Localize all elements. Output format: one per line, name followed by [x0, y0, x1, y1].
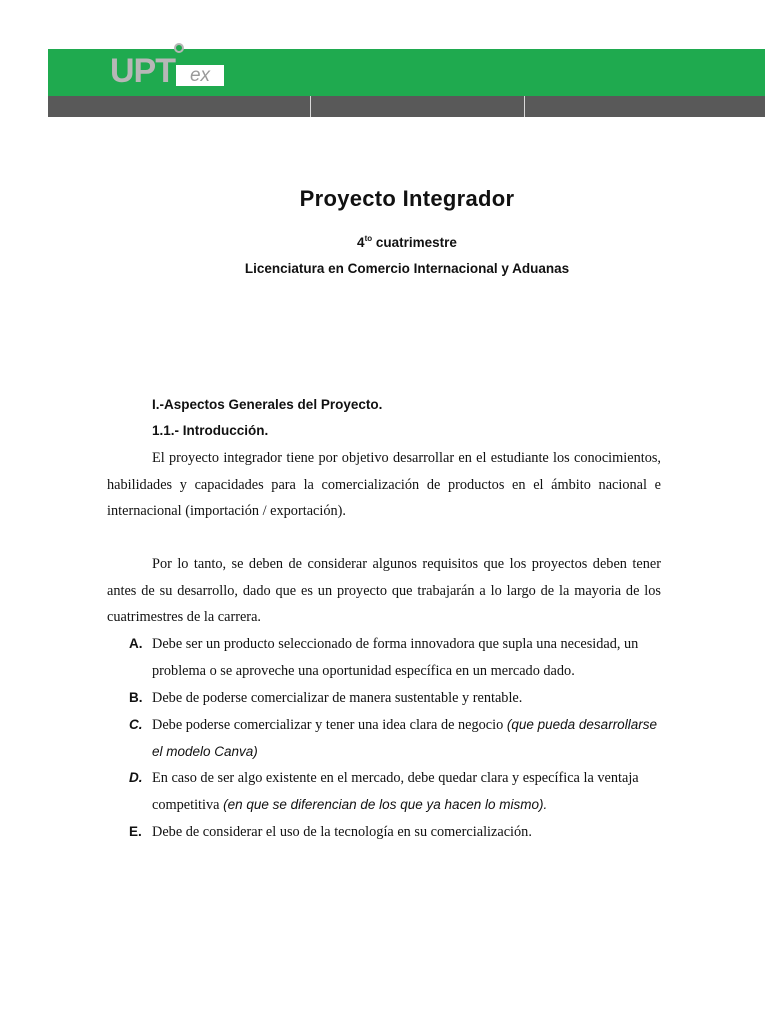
- term-number: 4: [357, 235, 365, 250]
- document-title: Proyecto Integrador: [299, 186, 515, 211]
- program-name: Licenciatura en Comercio Internacional y Aduanas: [244, 261, 570, 276]
- term-suffix: to: [364, 234, 373, 243]
- subsection-heading: 1.1.- Introducción.: [152, 423, 269, 438]
- list-item-text: Debe ser un producto seleccionado de forma innovadora que supla una necesidad, un problema o se aproveche una oportunidad específica en un mercado dado.: [152, 636, 639, 679]
- list-item: [129, 819, 669, 846]
- list-marker: E.: [129, 824, 142, 839]
- list-item-text: En caso de ser algo existente en el mercado, debe quedar clara y específica la ventaja competitiva: [152, 770, 639, 813]
- logo-text-main: UPT: [110, 52, 175, 90]
- subbar-divider: [310, 96, 311, 117]
- subbar-divider: [524, 96, 525, 117]
- requirements-paragraph: Por lo tanto, se deben de considerar algunos requisitos que los proyectos deben tener antes de su desarrollo, dado que es un proyecto que trabajarán a lo largo de la mayoria de los cuatrimestres de la carrera.: [107, 556, 661, 625]
- university-logo: [110, 49, 240, 96]
- list-item: [129, 712, 669, 765]
- intro-paragraph: El proyecto integrador tiene por objetivo desarrollar en el estudiante los conocimientos, habilidades y capacidades para la comercialización de productos en el ámbito nacional e internacional (importación / exportación).: [107, 450, 661, 519]
- list-item: [129, 685, 669, 712]
- list-item: [129, 765, 669, 818]
- section-heading: I.-Aspectos Generales del Proyecto.: [152, 397, 383, 412]
- list-marker: D.: [129, 770, 143, 785]
- logo-text-sub: ex: [176, 65, 224, 86]
- header-subbar: [48, 96, 765, 117]
- list-item-text: Debe de poderse comercializar de manera sustentable y rentable.: [152, 690, 523, 706]
- term-word: cuatrimestre: [375, 235, 457, 250]
- term-line: [0, 234, 768, 250]
- header-banner: [48, 49, 765, 96]
- list-item: [129, 631, 669, 684]
- list-marker: A.: [129, 636, 143, 651]
- list-marker: B.: [129, 690, 143, 705]
- list-item-note: (en que se diferencian de los que ya hacen lo mismo).: [223, 796, 548, 812]
- logo-dot-icon: [174, 43, 184, 53]
- list-marker: C.: [129, 717, 143, 732]
- list-item-text: Debe poderse comercializar y tener una idea clara de negocio: [152, 717, 507, 733]
- list-item-note: (que pueda desarrollarse el modelo Canva): [152, 717, 657, 759]
- list-item-text: Debe de considerar el uso de la tecnología en su comercialización.: [152, 824, 532, 840]
